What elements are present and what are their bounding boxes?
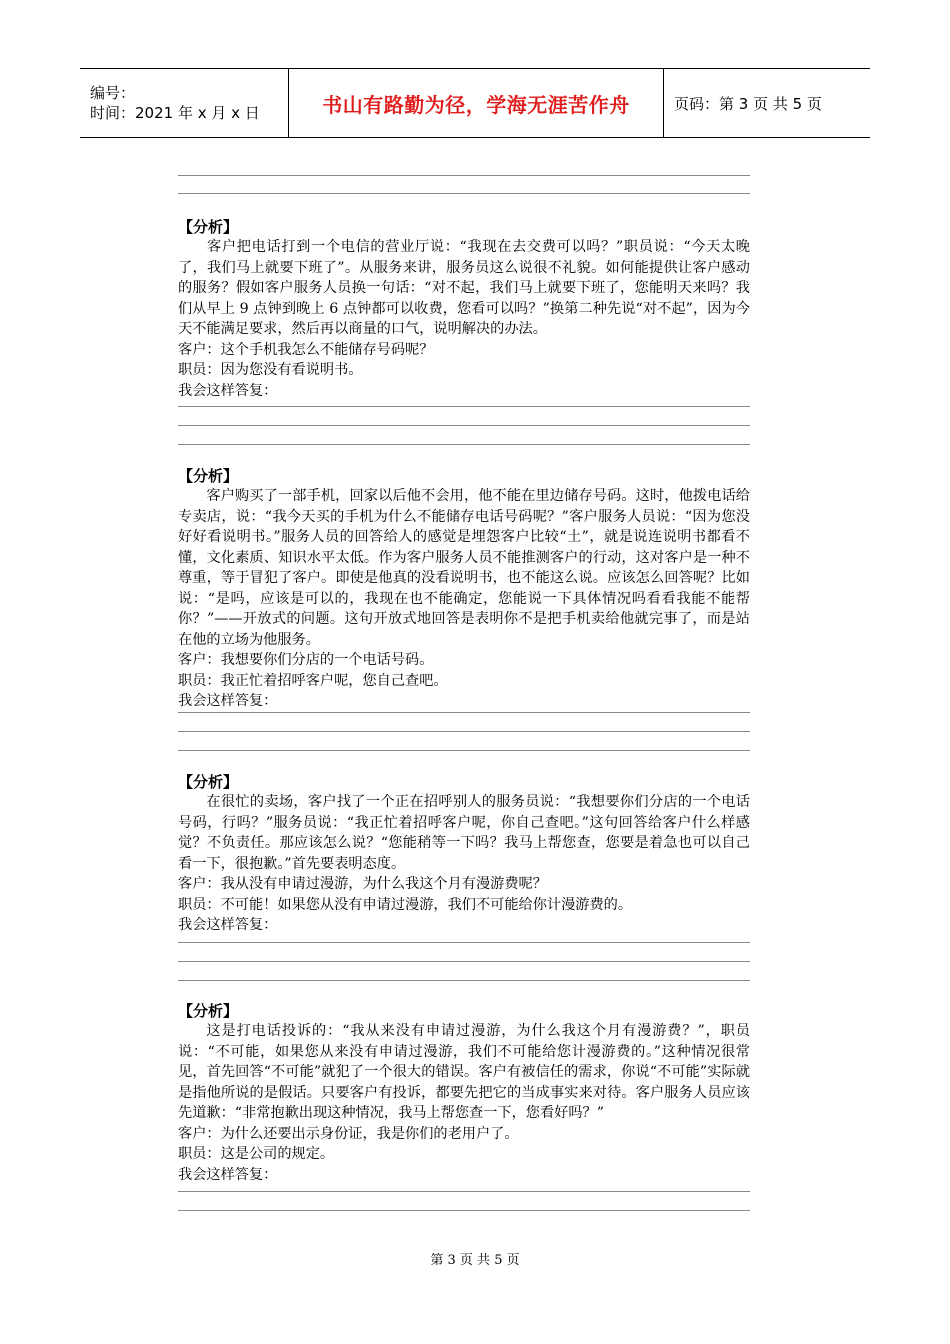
- customer-line: 客户：我从没有申请过漫游，为什么我这个月有漫游费呢？: [178, 876, 547, 892]
- section-heading: 【分析】: [178, 773, 239, 791]
- staff-line: 职员：我正忙着招呼客户呢，您自己查吧。: [178, 672, 448, 689]
- answer-line: [178, 942, 750, 943]
- answer-lines-2: [178, 712, 750, 751]
- answer-line: [178, 175, 750, 176]
- page-info: 页码：第 3 页 共 5 页: [674, 94, 822, 113]
- document-code-label: 编号：: [90, 84, 136, 102]
- answer-line: [178, 712, 750, 713]
- motto: 书山有路勤为径，学海无涯苦作舟: [322, 92, 630, 117]
- answer-line: [178, 193, 750, 194]
- answer-lines-1: [178, 406, 750, 445]
- analysis-paragraph: 客户把电话打到一个电信的营业厅说：“我现在去交费可以吗？”职员说：“今天太晚了，我们马上就要下班了”。从服务来讲，服务员这么说很不礼貌。如何能提供让客户感动的服务？假如客户服务人员换一句话：“对不起，我们马上就要下班了，您能明天来吗？我们从早上 9 点钟到晚上 6 点钟都可以收费，您看可以吗？”换第二种先说“对不起”，因为今天不能满足要求，然后再以商量的口气，说明解决的办法。: [178, 239, 750, 337]
- page-header: [80, 68, 870, 138]
- page-footer: 第 3 页 共 5 页: [430, 1253, 520, 1268]
- answer-line: [178, 961, 750, 962]
- analysis-paragraph: 在很忙的卖场，客户找了一个正在招呼别人的服务员说：“我想要你们分店的一个电话号码，行吗？”服务员说：“我正忙着招呼客户呢，你自己查吧。”这句回答给客户什么样感觉？不负责任。那应该怎么说？“您能稍等一下吗？我马上帮您查，您要是着急也可以自己看一下，很抱歉。”首先要表明态度。: [178, 794, 750, 872]
- analysis-section-4: [178, 1001, 750, 1185]
- answer-lines-top: [178, 175, 750, 194]
- reply-prompt: 我会这样答复：: [178, 917, 278, 933]
- analysis-paragraph: 这是打电话投诉的：“我从来没有申请过漫游，为什么我这个月有漫游费？”，职员说：“不可能，如果您从来没有申请过漫游，我们不可能给您计漫游费的。”这种情况很常见，首先回答“不可能”就犯了一个很大的错误。客户有被信任的需求，你说“不可能”实际就是指他所说的是假话。只要客户有投诉，都要先把它的当成事实来对待。客户服务人员应该先道歉：“非常抱歉出现这种情况，我马上帮您查一下，您看好吗？”: [178, 1023, 750, 1121]
- answer-lines-4: [178, 1191, 750, 1211]
- header-page-cell: [664, 69, 822, 137]
- answer-lines-3: [178, 942, 750, 981]
- answer-line: [178, 1210, 750, 1211]
- analysis-section-3: [178, 772, 750, 936]
- reply-prompt: 我会这样答复：: [178, 382, 278, 399]
- answer-line: [178, 444, 750, 445]
- staff-line: 职员：因为您没有看说明书。: [178, 362, 363, 378]
- section-heading: 【分析】: [178, 218, 239, 236]
- customer-line: 客户：为什么还要出示身份证，我是你们的老用户了。: [178, 1125, 519, 1142]
- answer-line: [178, 731, 750, 732]
- header-meta: [80, 69, 289, 137]
- answer-line: [178, 425, 750, 426]
- staff-line: 职员：不可能！如果您从没有申请过漫游，我们不可能给你计漫游费的。: [178, 896, 633, 913]
- section-heading: 【分析】: [178, 467, 239, 485]
- reply-prompt: 我会这样答复：: [178, 693, 278, 709]
- analysis-section-2: [178, 466, 750, 712]
- header-motto-cell: [289, 69, 664, 137]
- reply-prompt: 我会这样答复：: [178, 1166, 278, 1183]
- analysis-paragraph: 客户购买了一部手机，回家以后他不会用，他不能在里边储存号码。这时，他拨电话给专卖店，说：“我今天买的手机为什么不能储存电话号码呢？”客户服务人员说：“因为您没好好看说明书。”服务人员的回答给人的感觉是埋怨客户比较“土”，就是说连说明书都看不懂，文化素质、知识水平太低。作为客户服务人员不能推测客户的行动，这对客户是一种不尊重，等于冒犯了客户。即使是他真的没看说明书，也不能这么说。应该怎么回答呢？比如说：“是吗，应该是可以的，我现在也不能确定，您能说一下具体情况吗看看我能不能帮你？”——开放式的问题。这句开放式地回答是表明你不是把手机卖给他就完事了，而是站在他的立场为他服务。: [178, 488, 750, 648]
- staff-line: 职员：这是公司的规定。: [178, 1146, 335, 1162]
- answer-line: [178, 980, 750, 981]
- section-heading: 【分析】: [178, 1002, 239, 1020]
- document-time: 时间：2021 年 x 月 x 日: [90, 104, 260, 122]
- customer-line: 客户：我想要你们分店的一个电话号码。: [178, 652, 434, 668]
- answer-line: [178, 750, 750, 751]
- answer-line: [178, 406, 750, 407]
- customer-line: 客户：这个手机我怎么不能储存号码呢？: [178, 341, 434, 358]
- analysis-section-1: [178, 217, 750, 401]
- answer-line: [178, 1191, 750, 1192]
